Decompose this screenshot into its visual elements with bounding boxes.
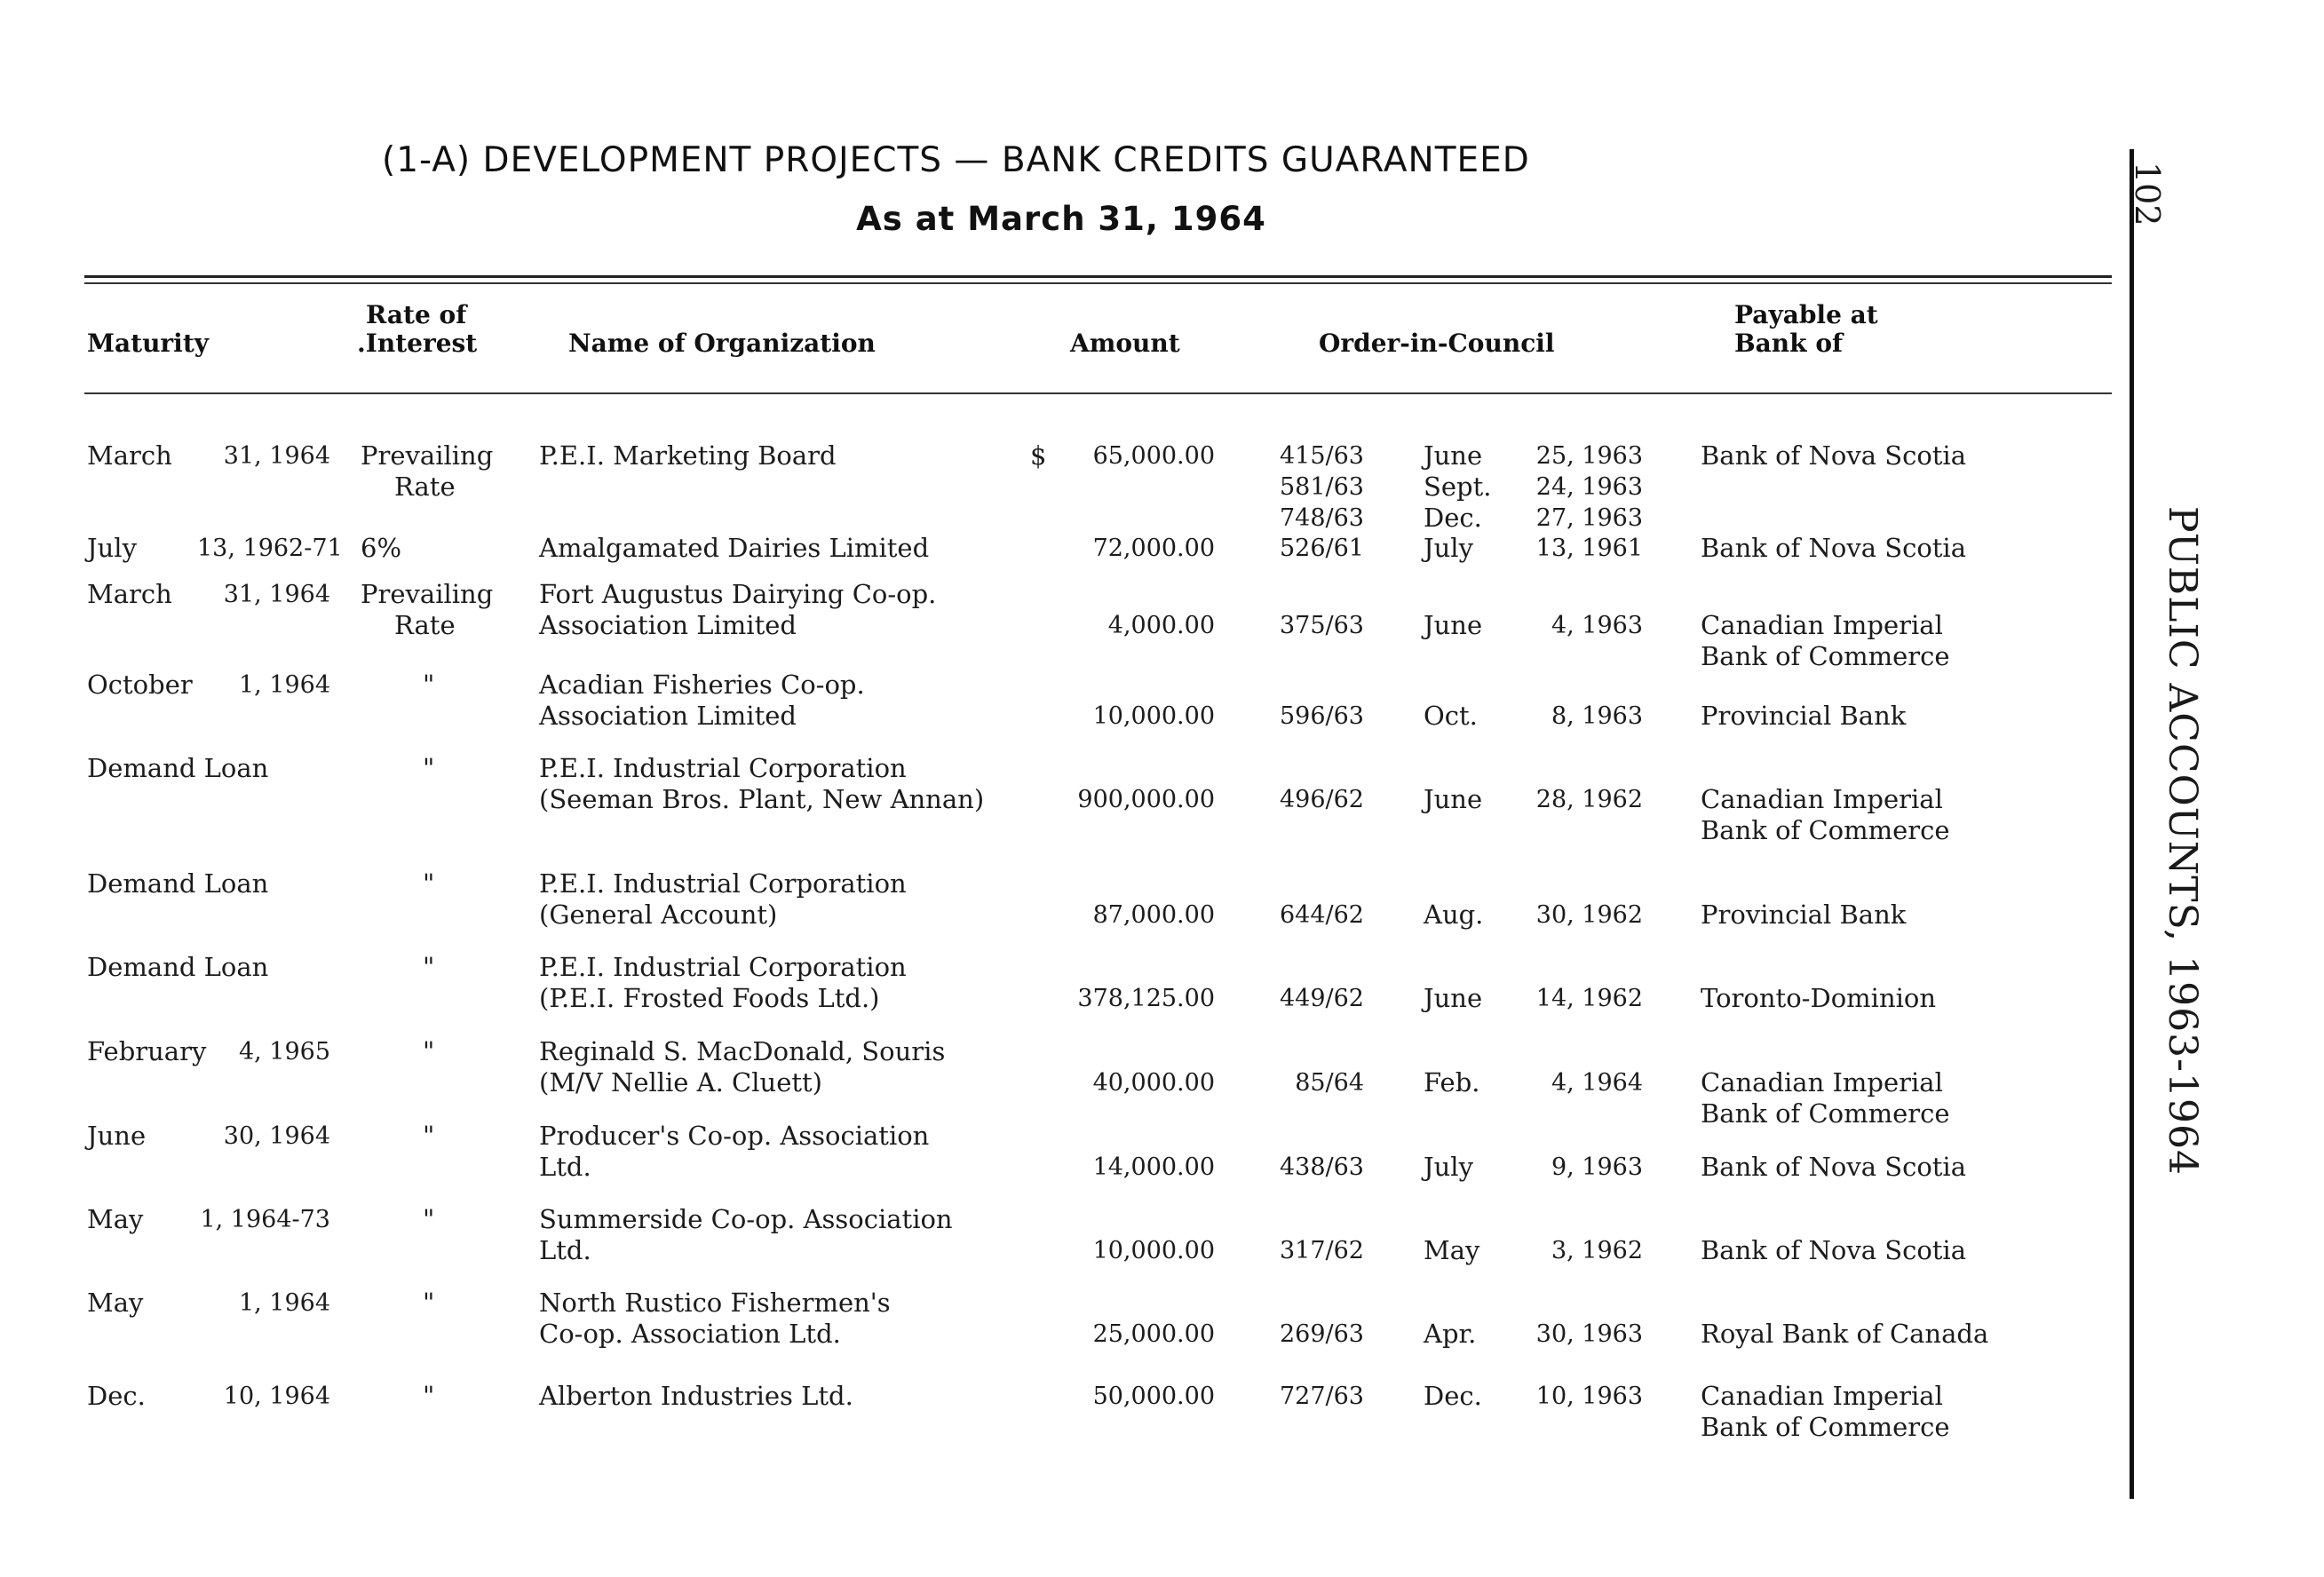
maturity-month: October [87,670,193,700]
oic-date: 4, 1964 [1551,1069,1643,1097]
oic-number: 438/63 [1280,1153,1364,1181]
interest-rate: " [423,1381,435,1411]
amount: 378,125.00 [1077,985,1215,1012]
organization-name-line2: Co-op. Association Ltd. [539,1319,841,1349]
page-subtitle: As at March 31, 1964 [856,200,1266,238]
amount: 40,000.00 [1092,1069,1215,1097]
interest-rate-line2: Rate [394,610,456,640]
amount: 72,000.00 [1092,535,1215,562]
col-header-payable-line1: Payable at [1734,300,1878,329]
oic-month: Aug. [1424,899,1484,930]
oic-month: June [1424,610,1483,640]
amount: 10,000.00 [1092,702,1215,730]
header-top-rule [84,275,2112,278]
right-margin-rule [2130,149,2134,1499]
side-title: PUBLIC ACCOUNTS, 1963-1964 [2160,506,2205,1176]
maturity-day: 1, 1964 [238,1289,330,1317]
interest-rate: Prevailing [361,579,494,609]
col-header-amount: Amount [1070,329,1180,358]
oic-month: Feb. [1424,1067,1480,1098]
col-header-payable-line2: Bank of [1734,329,1844,358]
organization-name-line2: Ltd. [539,1152,591,1182]
organization-name: North Rustico Fishermen's [539,1288,891,1318]
maturity-day: 10, 1964 [223,1383,330,1410]
oic-date: 30, 1962 [1535,901,1643,929]
maturity-month: May [87,1204,144,1234]
page-title: (1-A) DEVELOPMENT PROJECTS — BANK CREDITS GUARANTEED [382,140,1530,180]
oic-number: 317/62 [1280,1237,1364,1264]
organization-name-line2: Association Limited [539,701,797,731]
payable-bank: Provincial Bank [1701,899,1907,930]
maturity-month: June [87,1121,147,1151]
amount: 87,000.00 [1092,901,1215,929]
maturity-month: Demand Loan [87,952,269,982]
oic-month: Dec. [1424,1381,1482,1411]
oic-date: 30, 1963 [1535,1320,1643,1348]
organization-name-line2: (P.E.I. Frosted Foods Ltd.) [539,983,880,1013]
organization-name: P.E.I. Marketing Board [539,440,837,471]
organization-name-line2: (Seeman Bros. Plant, New Annan) [539,784,985,814]
interest-rate: " [423,1121,435,1151]
organization-name: Fort Augustus Dairying Co-op. [539,579,937,609]
interest-rate-line2: Rate [394,472,456,502]
organization-name: Reginald S. MacDonald, Souris [539,1036,946,1066]
oic-number: 375/63 [1280,612,1364,639]
interest-rate: 6% [361,533,402,563]
oic-month: June [1424,983,1483,1013]
organization-name: Amalgamated Dairies Limited [539,533,930,563]
organization-name: P.E.I. Industrial Corporation [539,753,907,783]
header-top-rule-2 [84,282,2112,284]
oic-number: 496/62 [1280,786,1364,813]
oic-number: 748/63 [1280,504,1364,532]
amount: 65,000.00 [1092,442,1215,470]
maturity-month: February [87,1036,207,1066]
oic-number: 85/64 [1295,1069,1364,1097]
interest-rate: " [423,670,435,700]
organization-name: P.E.I. Industrial Corporation [539,952,907,982]
interest-rate: " [423,952,435,982]
oic-date: 10, 1963 [1535,1383,1643,1410]
col-header-name: Name of Organization [568,329,876,358]
amount: 900,000.00 [1077,786,1215,813]
maturity-month: March [87,440,172,471]
maturity-month: Dec. [87,1381,146,1411]
oic-date: 9, 1963 [1551,1153,1643,1181]
payable-bank: Canadian Imperial [1701,610,1943,640]
oic-month: July [1424,533,1473,563]
oic-date: 24, 1963 [1535,473,1643,501]
page-number: 102 [2128,162,2167,226]
payable-bank-line2: Bank of Commerce [1701,641,1950,671]
oic-month: July [1424,1152,1473,1182]
oic-month: Sept. [1424,472,1492,502]
oic-date: 13, 1961 [1535,535,1643,562]
organization-name: Summerside Co-op. Association [539,1204,953,1234]
oic-date: 28, 1962 [1535,786,1643,813]
oic-month: Dec. [1424,503,1482,533]
organization-name: Acadian Fisheries Co-op. [539,670,865,700]
oic-number: 596/63 [1280,702,1364,730]
oic-date: 25, 1963 [1535,442,1643,470]
payable-bank: Bank of Nova Scotia [1701,1152,1966,1182]
oic-month: Oct. [1424,701,1478,731]
maturity-day: 30, 1964 [223,1122,330,1150]
maturity-day: 31, 1964 [223,442,330,470]
maturity-day: 31, 1964 [223,581,330,608]
oic-date: 3, 1962 [1551,1237,1643,1264]
oic-number: 581/63 [1280,473,1364,501]
amount: 25,000.00 [1092,1320,1215,1348]
organization-name-line2: Association Limited [539,610,797,640]
col-header-maturity: Maturity [87,329,210,358]
oic-date: 27, 1963 [1535,504,1643,532]
col-header-oic: Order-in-Council [1319,329,1555,358]
maturity-day: 4, 1965 [238,1038,330,1066]
header-bottom-rule [84,392,2112,394]
maturity-day: 1, 1964-73 [200,1206,330,1233]
dollar-sign: $ [1030,440,1047,471]
maturity-day: 13, 1962-71 [197,535,343,562]
payable-bank: Bank of Nova Scotia [1701,1235,1966,1265]
organization-name: P.E.I. Industrial Corporation [539,868,907,899]
payable-bank-line2: Bank of Commerce [1701,815,1950,845]
maturity-month: July [87,533,137,563]
payable-bank: Bank of Nova Scotia [1701,440,1966,471]
organization-name-line2: (M/V Nellie A. Cluett) [539,1067,822,1098]
payable-bank: Canadian Imperial [1701,784,1943,814]
oic-number: 644/62 [1280,901,1364,929]
maturity-day: 1, 1964 [238,671,330,699]
payable-bank: Toronto-Dominion [1701,983,1937,1013]
payable-bank-line2: Bank of Commerce [1701,1098,1950,1129]
maturity-month: Demand Loan [87,868,269,899]
maturity-month: Demand Loan [87,753,269,783]
payable-bank: Canadian Imperial [1701,1381,1943,1411]
amount: 4,000.00 [1107,612,1215,639]
interest-rate: " [423,1036,435,1066]
oic-number: 449/62 [1280,985,1364,1012]
oic-month: May [1424,1235,1480,1265]
oic-number: 727/63 [1280,1383,1364,1410]
oic-month: Apr. [1424,1319,1477,1349]
interest-rate: " [423,868,435,899]
oic-number: 269/63 [1280,1320,1364,1348]
oic-month: June [1424,440,1483,471]
maturity-month: May [87,1288,144,1318]
oic-number: 415/63 [1280,442,1364,470]
amount: 50,000.00 [1092,1383,1215,1410]
interest-rate: " [423,1204,435,1234]
amount: 14,000.00 [1092,1153,1215,1181]
oic-date: 4, 1963 [1551,612,1643,639]
payable-bank-line2: Bank of Commerce [1701,1412,1950,1442]
organization-name-line2: (General Account) [539,899,778,930]
payable-bank: Bank of Nova Scotia [1701,533,1966,563]
interest-rate: Prevailing [361,440,494,471]
col-header-rate-line2: .Interest [357,329,478,358]
payable-bank: Provincial Bank [1701,701,1907,731]
col-header-rate-line1: Rate of [366,300,467,329]
payable-bank: Royal Bank of Canada [1701,1319,1989,1349]
payable-bank: Canadian Imperial [1701,1067,1943,1098]
oic-month: June [1424,784,1483,814]
oic-number: 526/61 [1280,535,1364,562]
oic-date: 14, 1962 [1535,985,1643,1012]
amount: 10,000.00 [1092,1237,1215,1264]
organization-name-line2: Ltd. [539,1235,591,1265]
interest-rate: " [423,1288,435,1318]
organization-name: Producer's Co-op. Association [539,1121,930,1151]
oic-date: 8, 1963 [1551,702,1643,730]
interest-rate: " [423,753,435,783]
maturity-month: March [87,579,172,609]
organization-name: Alberton Industries Ltd. [539,1381,853,1411]
